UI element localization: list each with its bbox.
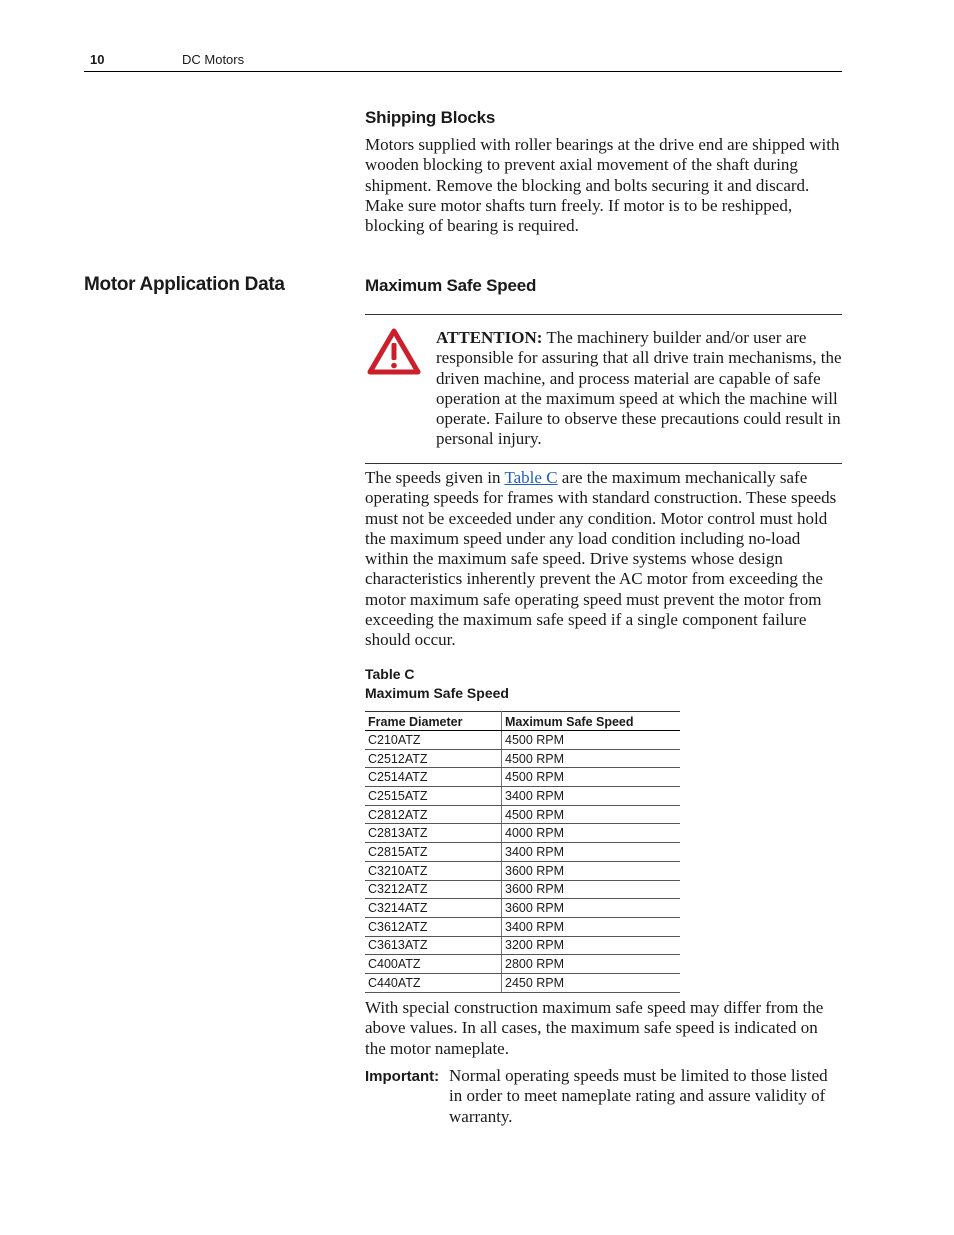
- table-row: [365, 805, 680, 824]
- attention-text: The machinery builder and/or user are responsible for assuring that all drive train mechanisms, the driven machine, and process material are capable of safe operation at the maximum speed at which the machine will operate. Failure to observe these precautions could result in personal injury.: [436, 328, 842, 449]
- frame-diameter-cell: C3214ATZ: [365, 899, 502, 918]
- speeds-text-after-link: are the maximum mechanically safe operating speeds for frames with standard construction. These speeds must not be exceeded under any condition. Motor control must hold the maximum speed under any load condition including no-load within the maximum safe speed. Drive systems whose design characteristics inherently prevent the AC motor from exceeding the motor maximum safe operating speed must prevent the motor from exceeding the maximum safe speed if a single component failure should occur.: [365, 468, 837, 650]
- max-safe-speed-cell: 3400 RPM: [502, 843, 681, 862]
- table-header-row: [365, 712, 680, 731]
- frame-diameter-cell: C2815ATZ: [365, 843, 502, 862]
- table-title: Maximum Safe Speed: [365, 685, 509, 701]
- frame-diameter-cell: C400ATZ: [365, 955, 502, 974]
- max-safe-speed-cell: 4500 RPM: [502, 731, 681, 750]
- table-row: [365, 973, 680, 992]
- table-row: [365, 749, 680, 768]
- max-safe-speed-cell: 4500 RPM: [502, 768, 681, 787]
- important-label: Important:: [365, 1068, 440, 1085]
- column-header-frame-diameter: Frame Diameter: [365, 712, 502, 731]
- running-header-title: DC Motors: [182, 52, 245, 67]
- frame-diameter-cell: C2813ATZ: [365, 824, 502, 843]
- table-c-link[interactable]: Table C: [504, 468, 558, 487]
- special-construction-paragraph: With special construction maximum safe speed may differ from the above values. In all cases, the maximum safe speed is indicated on the motor nameplate.: [365, 998, 824, 1058]
- max-safe-speed-heading: Maximum Safe Speed: [365, 276, 537, 295]
- frame-diameter-cell: C440ATZ: [365, 973, 502, 992]
- frame-diameter-cell: C3613ATZ: [365, 936, 502, 955]
- max-safe-speed-cell: 3600 RPM: [502, 880, 681, 899]
- max-safe-speed-cell: 4500 RPM: [502, 749, 681, 768]
- frame-diameter-cell: C2515ATZ: [365, 787, 502, 806]
- table-row: [365, 899, 680, 918]
- max-safe-speed-table: [365, 711, 680, 993]
- speeds-text-before-link: The speeds given in: [365, 468, 505, 487]
- frame-diameter-cell: C3210ATZ: [365, 861, 502, 880]
- frame-diameter-cell: C2512ATZ: [365, 749, 502, 768]
- table-row: [365, 787, 680, 806]
- warning-triangle-icon: [366, 326, 422, 376]
- max-safe-speed-cell: 3400 RPM: [502, 917, 681, 936]
- table-row: [365, 843, 680, 862]
- table-row: [365, 955, 680, 974]
- page-number: 10: [90, 52, 105, 67]
- max-safe-speed-cell: 3400 RPM: [502, 787, 681, 806]
- table-row: [365, 917, 680, 936]
- max-safe-speed-cell: 2450 RPM: [502, 973, 681, 992]
- attention-top-rule: [365, 314, 842, 315]
- max-safe-speed-cell: 2800 RPM: [502, 955, 681, 974]
- frame-diameter-cell: C2812ATZ: [365, 805, 502, 824]
- shipping-blocks-paragraph: Motors supplied with roller bearings at the drive end are shipped with wooden blocking to prevent axial movement of the shaft during shipment. Remove the blocking and bolts securing it and discard. Make sure motor shafts turn freely. If motor is to be reshipped, blocking of bearing is required.: [365, 135, 840, 236]
- table-row: [365, 936, 680, 955]
- table-row: [365, 731, 680, 750]
- shipping-blocks-heading: Shipping Blocks: [365, 108, 496, 127]
- max-safe-speed-cell: 3600 RPM: [502, 861, 681, 880]
- frame-diameter-cell: C3212ATZ: [365, 880, 502, 899]
- table-row: [365, 768, 680, 787]
- attention-bottom-rule: [365, 463, 842, 464]
- table-label: Table C: [365, 666, 415, 682]
- table-row: [365, 861, 680, 880]
- max-safe-speed-cell: 4000 RPM: [502, 824, 681, 843]
- table-row: [365, 824, 680, 843]
- frame-diameter-cell: C3612ATZ: [365, 917, 502, 936]
- max-safe-speed-cell: 3600 RPM: [502, 899, 681, 918]
- important-text: Normal operating speeds must be limited to those listed in order to meet nameplate rating and assure validity of warranty.: [449, 1066, 828, 1126]
- attention-message: [436, 328, 842, 450]
- section-title: Motor Application Data: [84, 274, 285, 295]
- table-row: [365, 880, 680, 899]
- table-body: [365, 731, 680, 993]
- frame-diameter-cell: C2514ATZ: [365, 768, 502, 787]
- attention-label: ATTENTION:: [436, 328, 543, 347]
- header-rule: [84, 71, 842, 72]
- max-safe-speed-cell: 4500 RPM: [502, 805, 681, 824]
- speeds-paragraph: [365, 468, 841, 651]
- column-header-max-safe-speed: Maximum Safe Speed: [502, 712, 681, 731]
- frame-diameter-cell: C210ATZ: [365, 731, 502, 750]
- max-safe-speed-cell: 3200 RPM: [502, 936, 681, 955]
